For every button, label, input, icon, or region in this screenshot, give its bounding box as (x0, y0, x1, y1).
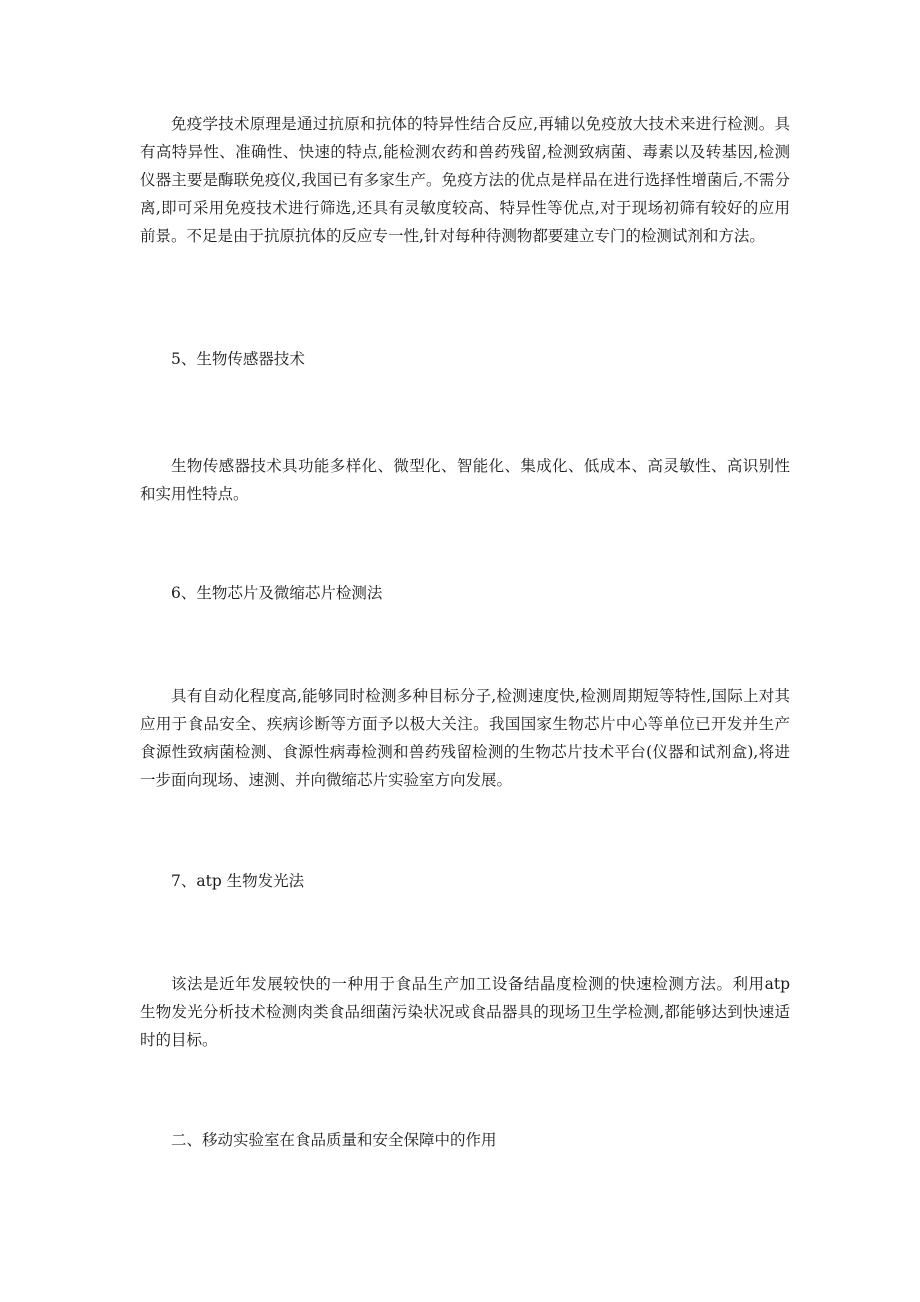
heading-section-2: 二、移动实验室在食品质量和安全保障中的作用 (171, 1131, 497, 1149)
heading-biosensor: 5、生物传感器技术 (171, 350, 305, 368)
paragraph-biochip: 具有自动化程度高,能够同时检测多种目标分子,检测速度快,检测周期短等特性,国际上对其应用于食品安全、疾病诊断等方面予以极大关注。我国国家生物芯片中心等单位已开发并生产食源性致病菌检测、食源性病毒检测和兽药残留检测的生物芯片技术平台(仪器和试剂盒),将进一步面向现场、速测、并向微缩芯片实验室方向发展。 (140, 687, 790, 789)
paragraph-immunoassay: 免疫学技术原理是通过抗原和抗体的特异性结合反应,再辅以免疫放大技术来进行检测。具有高特异性、准确性、快速的特点,能检测农药和兽药残留,检测致病菌、毒素以及转基因,检测仪器主要是酶联免疫仪,我国已有多家生产。免疫方法的优点是样品在进行选择性增菌后,不需分离,即可采用免疫技术进行筛选,还具有灵敏度较高、特异性等优点,对于现场初筛有较好的应用前景。不足是由于抗原抗体的反应专一性,针对每种待测物都要建立专门的检测试剂和方法。 (140, 115, 790, 245)
heading-atp: 7、atp 生物发光法 (171, 872, 305, 890)
heading-biochip: 6、生物芯片及微缩芯片检测法 (171, 584, 383, 602)
paragraph-atp: 该法是近年发展较快的一种用于食品生产加工设备结晶度检测的快速检测方法。利用atp 生物发光分析技术检测肉类食品细菌污染状况或食品器具的现场卫生学检测,都能够达到快速适时的目标。 (140, 975, 790, 1049)
paragraph-biosensor: 生物传感器技术具功能多样化、微型化、智能化、集成化、低成本、高灵敏性、高识别性和实用性特点。 (140, 457, 790, 503)
